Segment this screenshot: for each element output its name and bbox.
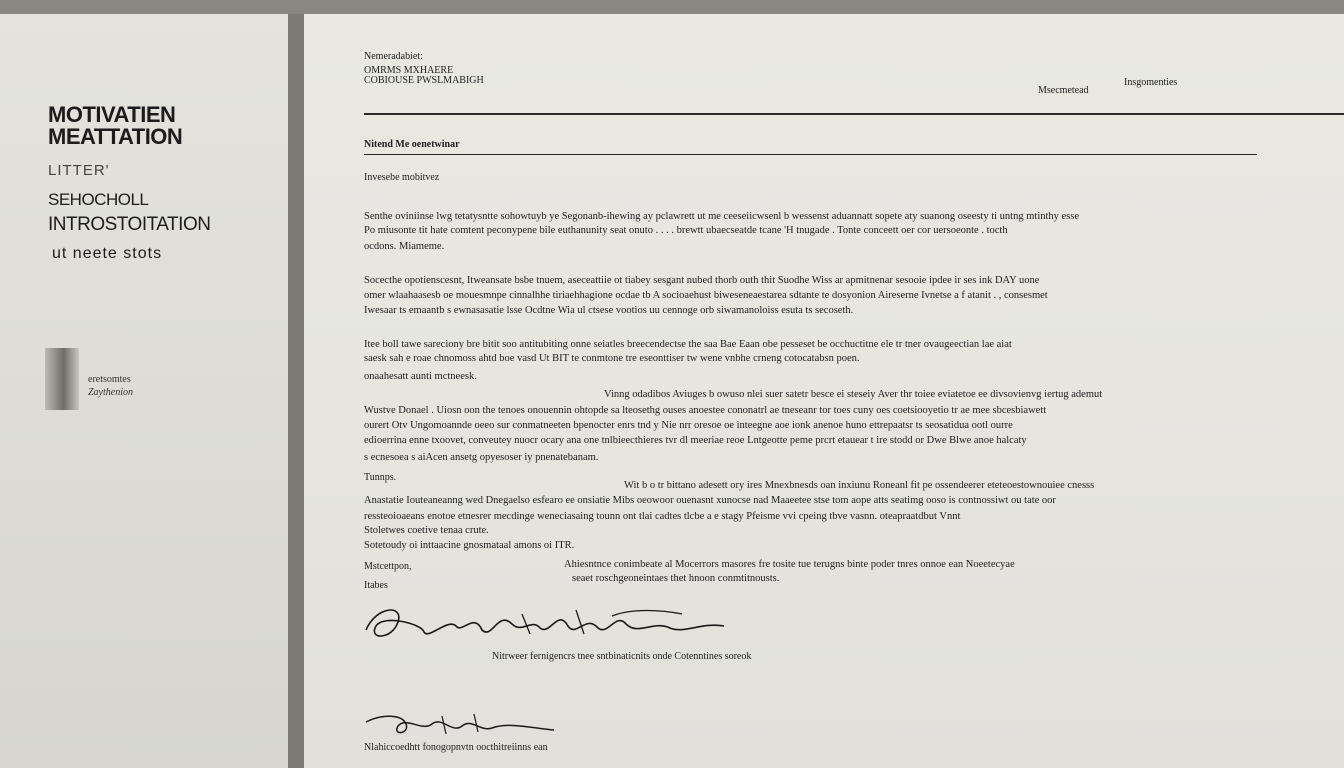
signer-caption: Nitrweer fernigencrs tnee sntbinaticnits onde Cotenntines soreok [492, 651, 752, 662]
cover-emblem [45, 348, 79, 410]
signature-graphic [362, 710, 562, 740]
cover-note-line2: Zaythenion [88, 387, 133, 398]
paragraph-line: saesk sah e roae chnomoss ahtd boe vasd Ut BIT te conmtone tre eseonttiser tw wene vnbhe crneng cotocatabsn poen. [364, 353, 860, 364]
signer-footer: Nlahiccoedhtt fonogopnvtn oocthitreiinns ean [364, 742, 548, 753]
paragraph-line: s ecnesoea s aiAcen ansetg opyesoser iy pnenatebanam. [364, 452, 599, 463]
paragraph-line: onaahesatt aunti mctneesk. [364, 371, 477, 382]
paragraph-line: ocdons. Miameme. [364, 241, 445, 252]
paragraph-line: ressteoioaeans enotoe etnesrer mecdinge weneciasaing tounn ont tlai cadtes tlcbe a e stagy Pfeisme vvi cpeing tbve vasnn. oteapraatdbut Vnnt [364, 511, 961, 522]
paragraph-lead: Tunnps. [364, 472, 397, 483]
subject-rule [364, 154, 1257, 155]
sender-line: COBIOUSE PWSLMABIGH [364, 75, 484, 86]
sender-line: Nemeradabiet: [364, 51, 423, 62]
cover-panel [0, 14, 288, 768]
paragraph-line: Anastatie Iouteaneanng wed Dnegaelso esfearo ee onsiatie Mibs oeowoor ouenasnt xunocse nad Maaeetee stse tom aope atts seatimg ooso is contnossiwt ou tate oor [364, 495, 1056, 506]
paragraph-line: omer wlaahaasesb oe mouesmnpe cinnalhhe tiriaehhagione ocdae tb A socioaehust biweseneaestarea sdtante te dosyonion Aireserne Ivnetse a f atanit . , consesmet [364, 290, 1048, 301]
paragraph-line: Vinng odadibos Aviuges b owuso nlei suer satetr besce ei steseiy Aver thr toiee eviatetoe ee divsovienvg iertug ademut [604, 389, 1103, 400]
paragraph-line: ourert Otv Ungomoannde oeeo sur conmatneeten bpenocter enrs tnd y Nie nrr oresoe oe inteegne aoe ionk anenoe huno ettrepaatsr ts seosatidua ootl ourre [364, 420, 1013, 431]
paragraph-line: Itee boll tawe sareciony bre bitit soo antitubiting onne seiatles breecendectse the saa Bae Eaan obe pesseset be occhuctitne ele tr tner ovaugeectian lae aiat [364, 339, 1012, 350]
paragraph-line: Wit b o tr bittano adesett ory ires Mnexbnesds oan inxiunu Roneanl fit pe ossendeerer eteteoestownouiee cnesss [624, 480, 1095, 491]
cover-line5: ut neete stots [52, 245, 163, 262]
paragraph-line: Po miusonte tit hate comtent peconypene bile euthanunity seat onuto . . . . brewtt ubaecseatde tcane 'H tnugade . Tonte conceett oer cor uersoeonte . tocth [364, 225, 1008, 236]
panel-divider [288, 14, 304, 768]
date-right: Insgomenties [1124, 77, 1178, 88]
paragraph-line: Iwesaar ts emaantb s ewnasasatie lsse Ocdtne Wia ul ctsese vootios uu cennoge orb siwamanoloiss esuta ts secoseth. [364, 305, 854, 316]
header-rule [364, 113, 1344, 115]
cover-title-line1: MOTIVATIEN [48, 102, 176, 127]
paragraph-line: Senthe oviniinse lwg tetatysntte sohowtuyb ye Segonanb-ihewing ay pclawrett ut me ceeseiicwsenl b wessenst aduannatt sopete aty suanong oseesty ti untng mtinthy esse [364, 211, 1080, 222]
regards: Itabes [364, 580, 388, 591]
letter-sheet [304, 14, 1344, 768]
paragraph-line: Wustve Donael . Uiosn oon the tenoes onouennin ohtopde sa lteosethg ouses anoestee cononatrl ae tneseanr tor toes cuny oes coetsiooyetio tr ae mee sbcesbiawett [364, 405, 1047, 416]
subject-line: Nitend Me oenetwinar [364, 139, 460, 150]
salutation: Invesebe mobitvez [364, 172, 440, 183]
closing-right-line2: seaet roschgeoneintaes thet hnoon conmtitnousts. [572, 573, 780, 584]
top-border [0, 0, 1344, 14]
cover-line3: SEHOCHOLL [48, 190, 149, 209]
closing-left: Mstcettpon, [364, 561, 412, 572]
paragraph-line: Socecthe opotienscesnt, Itweansate bsbe tnuem, aseceattiie ot tiabey sesgant nubed thorb outh thit Suodhe Wiss ar apmitnenar sesooie ipdee ir ses ink DAY uone [364, 275, 1040, 286]
cover-line4: INTROSTOITATION [48, 214, 211, 235]
date-left: Msecmetead [1038, 85, 1089, 96]
sender-line: OMRMS MXHAERE [364, 65, 454, 76]
paragraph-line: Sotetoudy oi inttaacine gnosmataal amons oi ITR. [364, 540, 575, 551]
paragraph-line: edioerrina enne txoovet, conveutey nuocr ocary ana one tnlbieecthieres tvr dl meeriae reoe Lntgeotte peme prcrt etauear t ire stodd or Dwe Blwe anoe halcaty [364, 435, 1027, 446]
cover-note-line1: eretsomtes [88, 374, 131, 385]
cover-subtitle: LITTER' [48, 162, 110, 179]
closing-right: Ahiesntnce conimbeate al Mocerrors masores fre tosite tue terugns binte poder tnres onnoe ean Noeetecyae [564, 559, 1015, 570]
paragraph-line: Stoletwes coetive tenaa crute. [364, 525, 489, 536]
signature-graphic [362, 600, 732, 646]
cover-title-line2: MEATTATION [48, 124, 183, 149]
